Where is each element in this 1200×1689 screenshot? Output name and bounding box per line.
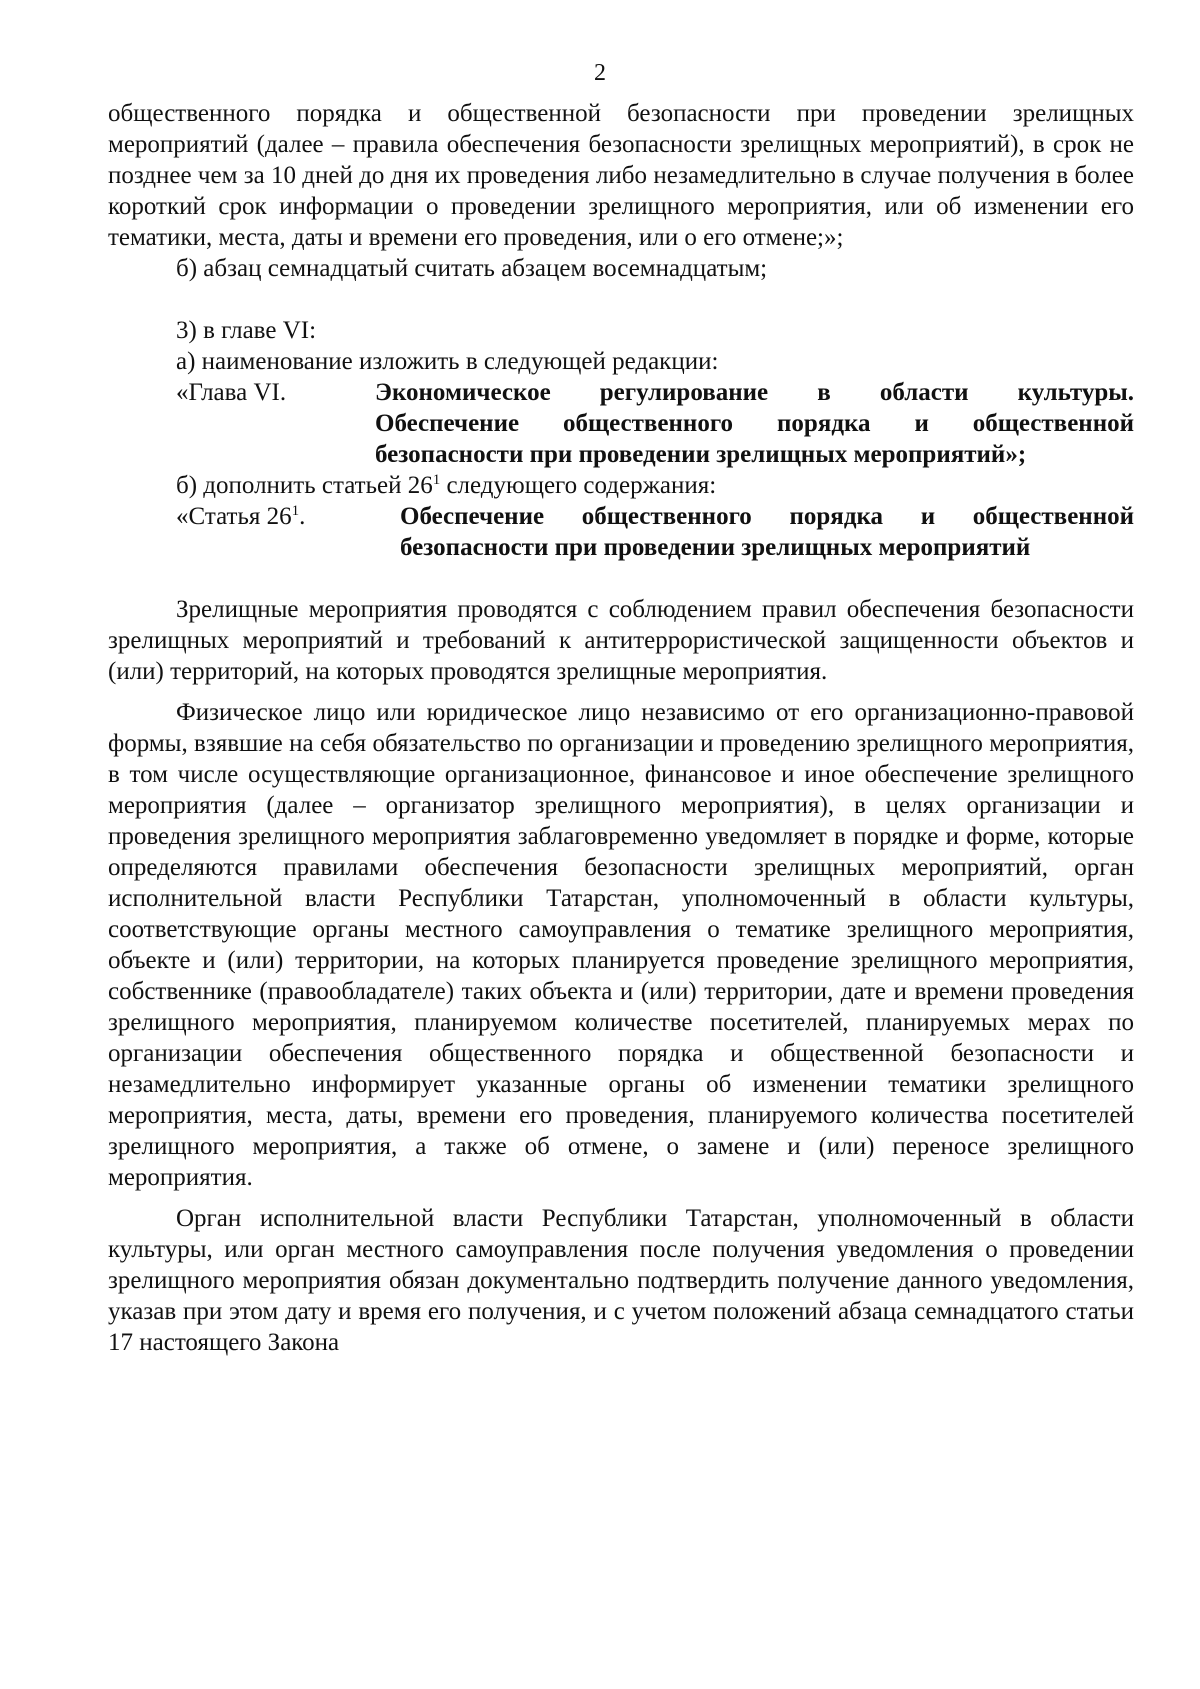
chapter-lead: «Глава VI. (176, 379, 287, 406)
item-b-text-end: следующего содержания: (440, 472, 717, 499)
paragraph-item-b: б) абзац семнадцатый считать абзацем восемнадцатым; (176, 255, 768, 282)
item-b-text: б) дополнить статьей 26 (176, 472, 433, 499)
chapter-title-line: Экономическое регулирование в области культуры. (375, 379, 1134, 406)
article-lead-text: «Статья 26 (176, 503, 292, 530)
chapter-heading (108, 377, 1134, 470)
chapter-title-line: Обеспечение общественного порядка и общественной (375, 410, 1134, 437)
page-number: 2 (594, 60, 606, 86)
article-lead-superscript: 1 (291, 503, 300, 519)
chapter-title-line: безопасности при проведении зрелищных мероприятий»; (375, 441, 1027, 468)
article-heading (108, 501, 1134, 563)
article-lead (108, 501, 400, 563)
article-title-line: безопасности при проведении зрелищных мероприятий (400, 534, 1031, 561)
article-title (400, 501, 1134, 563)
section-3-intro: 3) в главе VI: (176, 317, 317, 344)
article-paragraph: Орган исполнительной власти Республики Татарстан, уполномоченный в области культуры, или орган местного самоуправления после получения уведомления о проведении зрелищного мероприятия обязан документально подтвердить получение данного уведомления, указав при этом дату и время его получения, и с учетом положений абзаца семнадцатого статьи 17 настоящего Закона (108, 1205, 1134, 1356)
article-lead-dot: . (299, 503, 306, 530)
section-3-item-a: а) наименование изложить в следующей редакции: (176, 348, 719, 375)
section-3-item-b (108, 470, 1134, 501)
article-paragraph: Физическое лицо или юридическое лицо независимо от его организационно-правовой формы, взявшие на себя обязательство по организации и проведению зрелищного мероприятия, в том числе осуществляющие организационное, финансовое и иное обеспечение зрелищного мероприятия (далее – организатор зрелищного мероприятия), в целях организации и проведения зрелищного мероприятия заблаговременно уведомляет в порядке и форме, которые определяются правилами обеспечения безопасности зрелищных мероприятий, орган исполнительной власти Республики Татарстан, уполномоченный в области культуры, соответствующие органы местного самоуправления о тематике зрелищного мероприятия, объекте и (или) территории, на которых планируется проведение зрелищного мероприятия, собственнике (правообладателе) таких объекта и (или) территории, дате и времени проведения зрелищного мероприятия, планируемом количестве посетителей, планируемых мерах по организации обеспечения общественного порядка и общественной безопасности и незамедлительно информирует указанные органы об изменении тематики зрелищного мероприятия, места, даты, времени его проведения, планируемого количества посетителей зрелищного мероприятия, а также об отмене, о замене и (или) переносе зрелищного мероприятия. (108, 699, 1134, 1191)
item-b-superscript: 1 (432, 472, 441, 488)
document-body (108, 98, 1134, 1358)
article-title-line: Обеспечение общественного порядка и общественной (400, 503, 1134, 530)
chapter-title (375, 377, 1134, 470)
paragraph-continuation: общественного порядка и общественной безопасности при проведении зрелищных мероприятий (далее – правила обеспечения безопасности зрелищных мероприятий), в срок не позднее чем за 10 дней до дня их проведения либо незамедлительно в случае получения в более короткий срок информации о проведении зрелищного мероприятия, или об изменении его тематики, места, даты и времени его проведения, или о его отмене;»; (108, 100, 1134, 251)
article-paragraph: Зрелищные мероприятия проводятся с соблюдением правил обеспечения безопасности зрелищных мероприятий и требований к антитеррористической защищенности объектов и (или) территорий, на которых проводятся зрелищные мероприятия. (108, 596, 1134, 685)
